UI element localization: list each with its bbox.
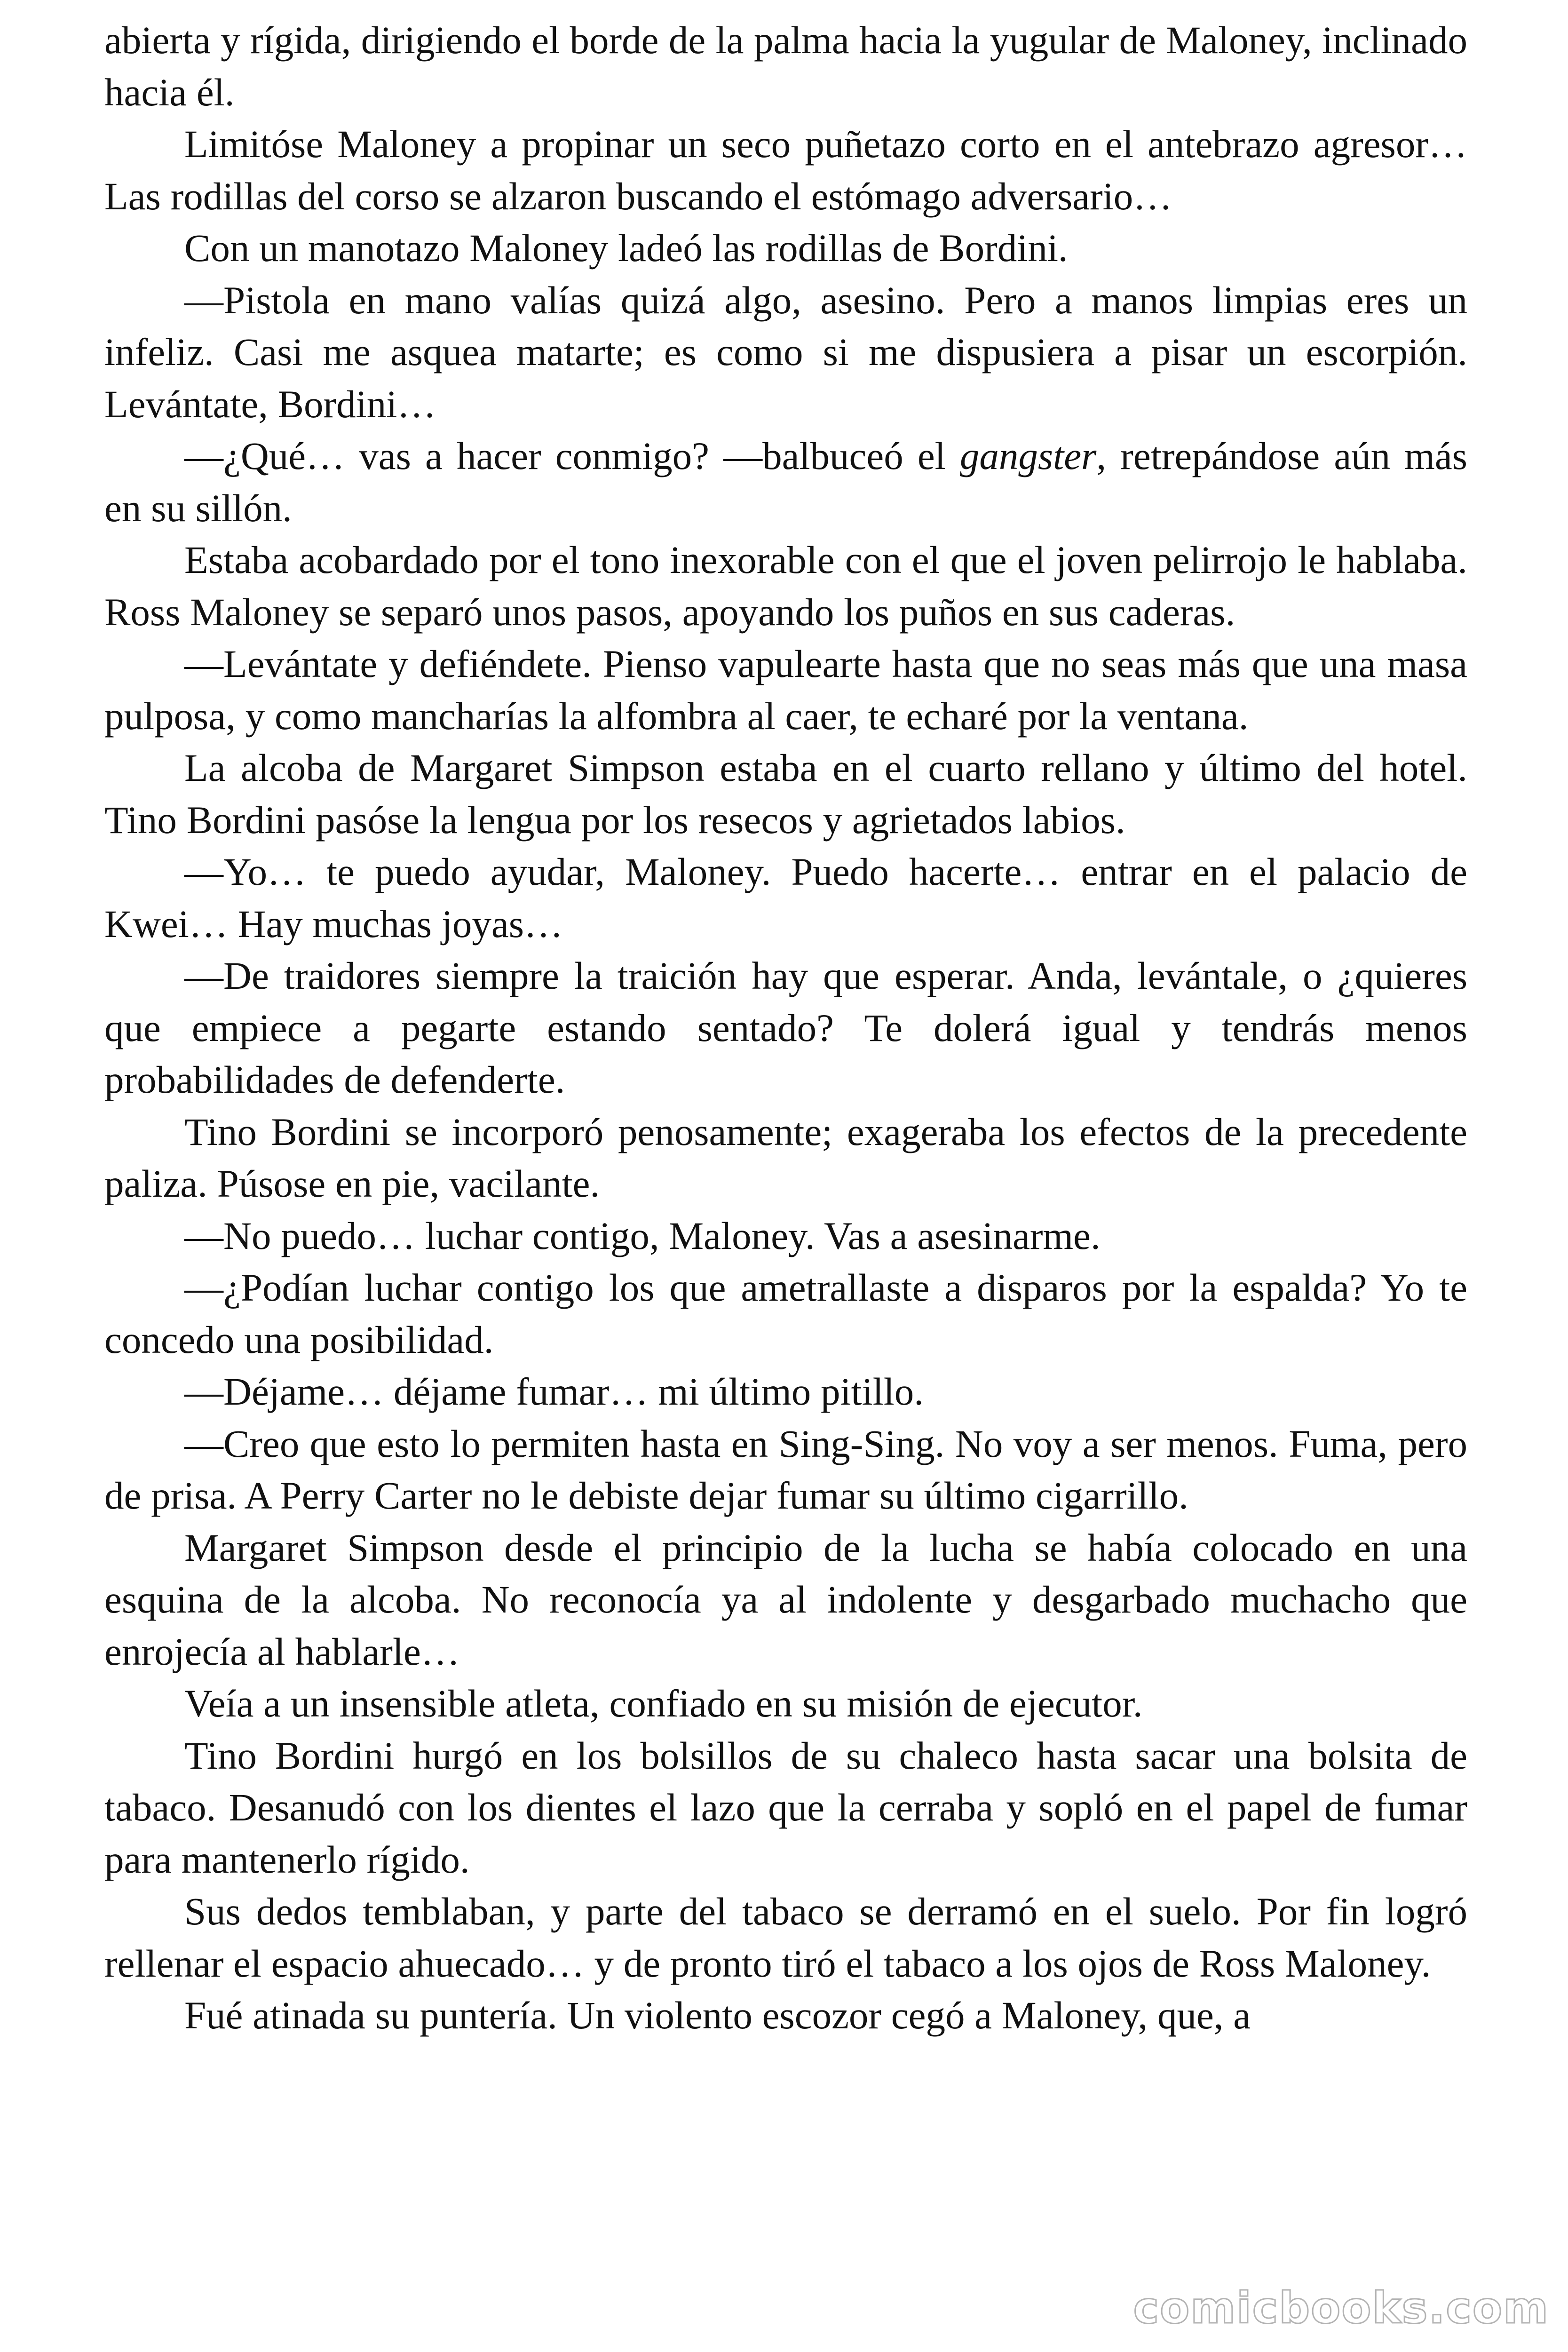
- paragraph: —Pistola en mano valías quizá algo, asesino. Pero a manos limpias eres un infeliz. Casi me asquea matarte; es como si me dispusiera a pisar un escorpión. Levántate, Bordini…: [104, 278, 1467, 426]
- paragraph: —¿Podían luchar contigo los que ametrallaste a disparos por la espalda? Yo te concedo una posibilidad.: [104, 1266, 1467, 1361]
- paragraph: abierta y rígida, dirigiendo el borde de la palma hacia la yugular de Maloney, inclinado hacia él.: [104, 18, 1467, 114]
- paragraph: Con un manotazo Maloney ladeó las rodillas de Bordini.: [184, 226, 1068, 270]
- paragraph: —De traidores siempre la traición hay que esperar. Anda, levántale, o ¿quieres que empiece a pegarte estando sentado? Te dolerá igual y tendrás menos probabilidades de defenderte.: [104, 954, 1467, 1101]
- paragraph: Estaba acobardado por el tono inexorable con el que el joven pelirrojo le hablaba. Ross Maloney se separó unos pasos, apoyando los puños en sus caderas.: [104, 538, 1467, 634]
- paragraph: —Levántate y defiéndete. Pienso vapulearte hasta que no seas más que una masa pulposa, y como mancharías la alfombra al caer, te echaré por la ventana.: [104, 642, 1467, 738]
- body-text: [104, 14, 1467, 2042]
- paragraph: —No puedo… luchar contigo, Maloney. Vas a asesinarme.: [184, 1214, 1101, 1257]
- paragraph: Fué atinada su puntería. Un violento escozor cegó a Maloney, que, a: [184, 1994, 1251, 2037]
- paragraph: Margaret Simpson desde el principio de la lucha se había colocado en una esquina de la alcoba. No reconocía ya al indolente y desgarbado muchacho que enrojecía al hablarle…: [104, 1526, 1467, 1673]
- dialogue-text: , retrepándose aún más en su sillón.: [104, 434, 1467, 530]
- paragraph: Limitóse Maloney a propinar un seco puñetazo corto en el antebrazo agresor… Las rodillas del corso se alzaron buscando el estómago adversario…: [104, 122, 1467, 218]
- paragraph: Tino Bordini se incorporó penosamente; exageraba los efectos de la precedente paliza. Púsose en pie, vacilante.: [104, 1110, 1467, 1205]
- paragraph: —Yo… te puedo ayudar, Maloney. Puedo hacerte… entrar en el palacio de Kwei… Hay muchas joyas…: [104, 850, 1467, 946]
- paragraph: Veía a un insensible atleta, confiado en su misión de ejecutor.: [184, 1682, 1143, 1725]
- paragraph: [104, 430, 1467, 534]
- paragraph: —Creo que esto lo permiten hasta en Sing-Sing. No voy a ser menos. Fuma, pero de prisa. A Perry Carter no le debiste dejar fumar su último cigarrillo.: [104, 1422, 1467, 1517]
- paragraph: —Déjame… déjame fumar… mi último pitillo.: [184, 1370, 924, 1413]
- paragraph: La alcoba de Margaret Simpson estaba en el cuarto rellano y último del hotel. Tino Bordini pasóse la lengua por los resecos y agrietados labios.: [104, 746, 1467, 842]
- paragraph: Tino Bordini hurgó en los bolsillos de su chaleco hasta sacar una bolsita de tabaco. Desanudó con los dientes el lazo que la cerraba y sopló en el papel de fumar para mantenerlo rígido.: [104, 1733, 1467, 1881]
- paragraph: Sus dedos temblaban, y parte del tabaco se derramó en el suelo. Por fin logró rellenar el espacio ahuecado… y de pronto tiró el tabaco a los ojos de Ross Maloney.: [104, 1890, 1467, 1985]
- watermark: comicbooks.com: [1133, 2283, 1549, 2333]
- dialogue-text: —¿Qué… vas a hacer conmigo? —balbuceó el: [184, 434, 960, 477]
- italic-word: gangster: [959, 434, 1097, 477]
